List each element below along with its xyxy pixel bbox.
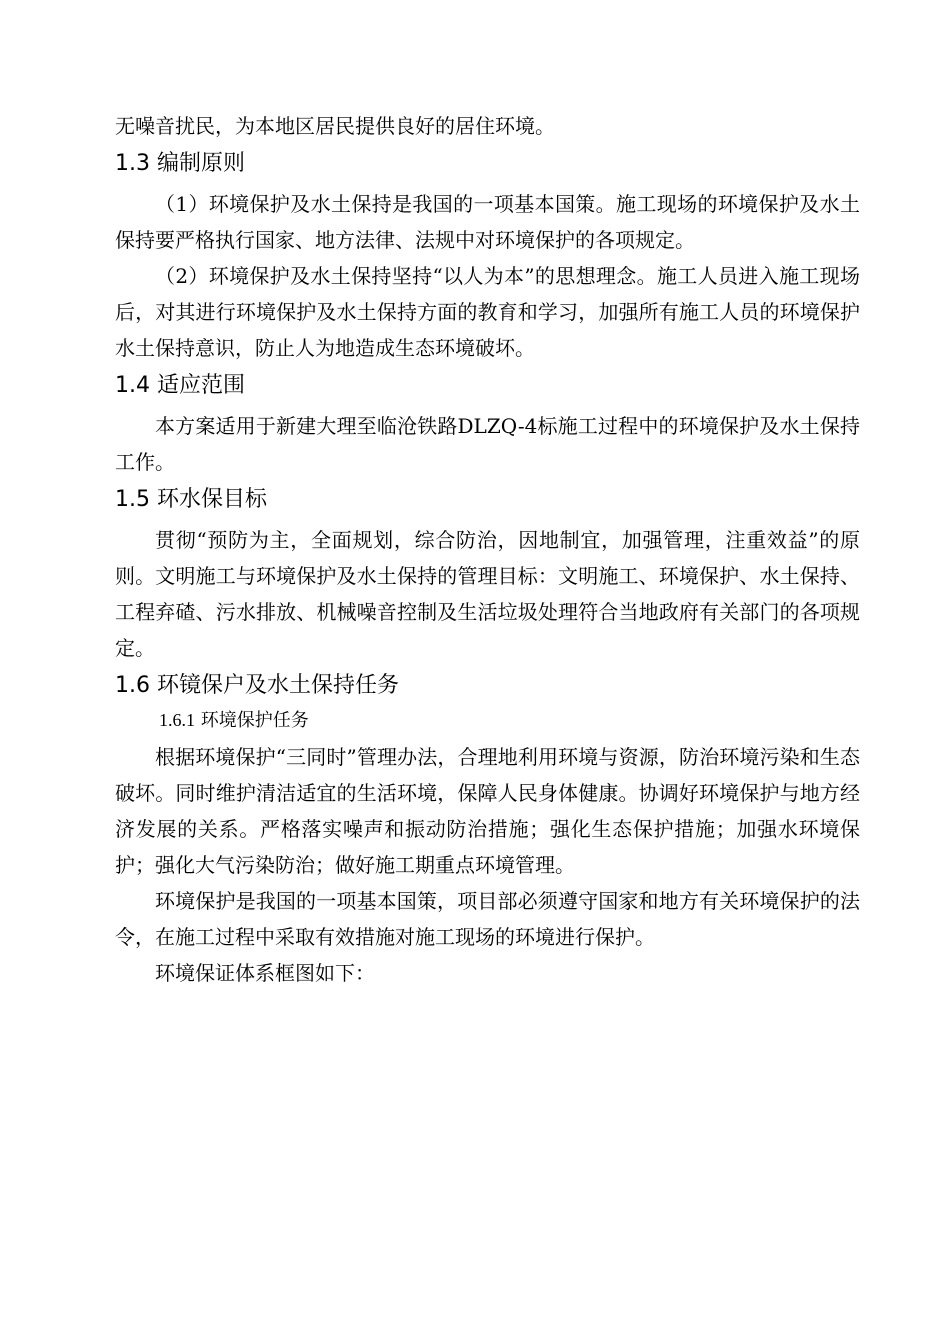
section-1-6-1-paragraph-1: 根据环境保护“三同时”管理办法，合理地利用环境与资源，防治环境污染和生态破坏。同时维护清洁适宜的生活环境，保障人民身体健康。协调好环境保护与地方经济发展的关系。严格落实噪声和振动防治措施；强化生态保护措施；加强水环境保护；强化大气污染防治；做好施工期重点环境管理。	[115, 745, 860, 877]
section-1-6-1-title: 环境保护任务	[200, 710, 309, 731]
section-1-4-heading: 1.4 适应范围	[115, 373, 245, 398]
section-1-6-1-heading	[159, 708, 860, 733]
section-1-3-paragraph-2: （2）环境保护及水土保持坚持“以人为本”的思想理念。施工人员进入施工现场后，对其进行环境保护及水土保持方面的教育和学习，加强所有施工人员的环境保护水土保持意识，防止人为地造成生态环境破坏。	[115, 264, 860, 360]
section-1-3-paragraph-1: （1）环境保护及水土保持是我国的一项基本国策。施工现场的环境保护及水土保持要严格执行国家、地方法律、法规中对环境保护的各项规定。	[115, 192, 860, 252]
section-1-6-1-paragraph-2: 环境保护是我国的一项基本国策，项目部必须遵守国家和地方有关环境保护的法令，在施工过程中采取有效措施对施工现场的环境进行保护。	[115, 889, 860, 949]
section-1-4-paragraph-1: 本方案适用于新建大理至临沧铁路DLZQ-4标施工过程中的环境保护及水土保持工作。	[115, 414, 860, 474]
section-1-6-1-number: 1.6.1	[159, 710, 195, 730]
intro-line: 无噪音扰民，为本地区居民提供良好的居住环境。	[115, 114, 555, 138]
section-1-5-heading: 1.5 环水保目标	[115, 487, 267, 512]
document-page	[115, 108, 860, 991]
section-1-6-heading: 1.6 环镜保户及水土保持任务	[115, 673, 399, 698]
section-1-3-heading: 1.3 编制原则	[115, 151, 245, 176]
section-1-5-paragraph-1: 贯彻“预防为主，全面规划，综合防治，因地制宜，加强管理，注重效益”的原则。文明施工与环境保护及水土保持的管理目标：文明施工、环境保护、水土保持、工程弃碴、污水排放、机械噪音控制及生活垃圾处理符合当地政府有关部门的各项规定。	[115, 528, 860, 660]
section-1-6-1-paragraph-3: 环境保证体系框图如下：	[155, 961, 375, 985]
